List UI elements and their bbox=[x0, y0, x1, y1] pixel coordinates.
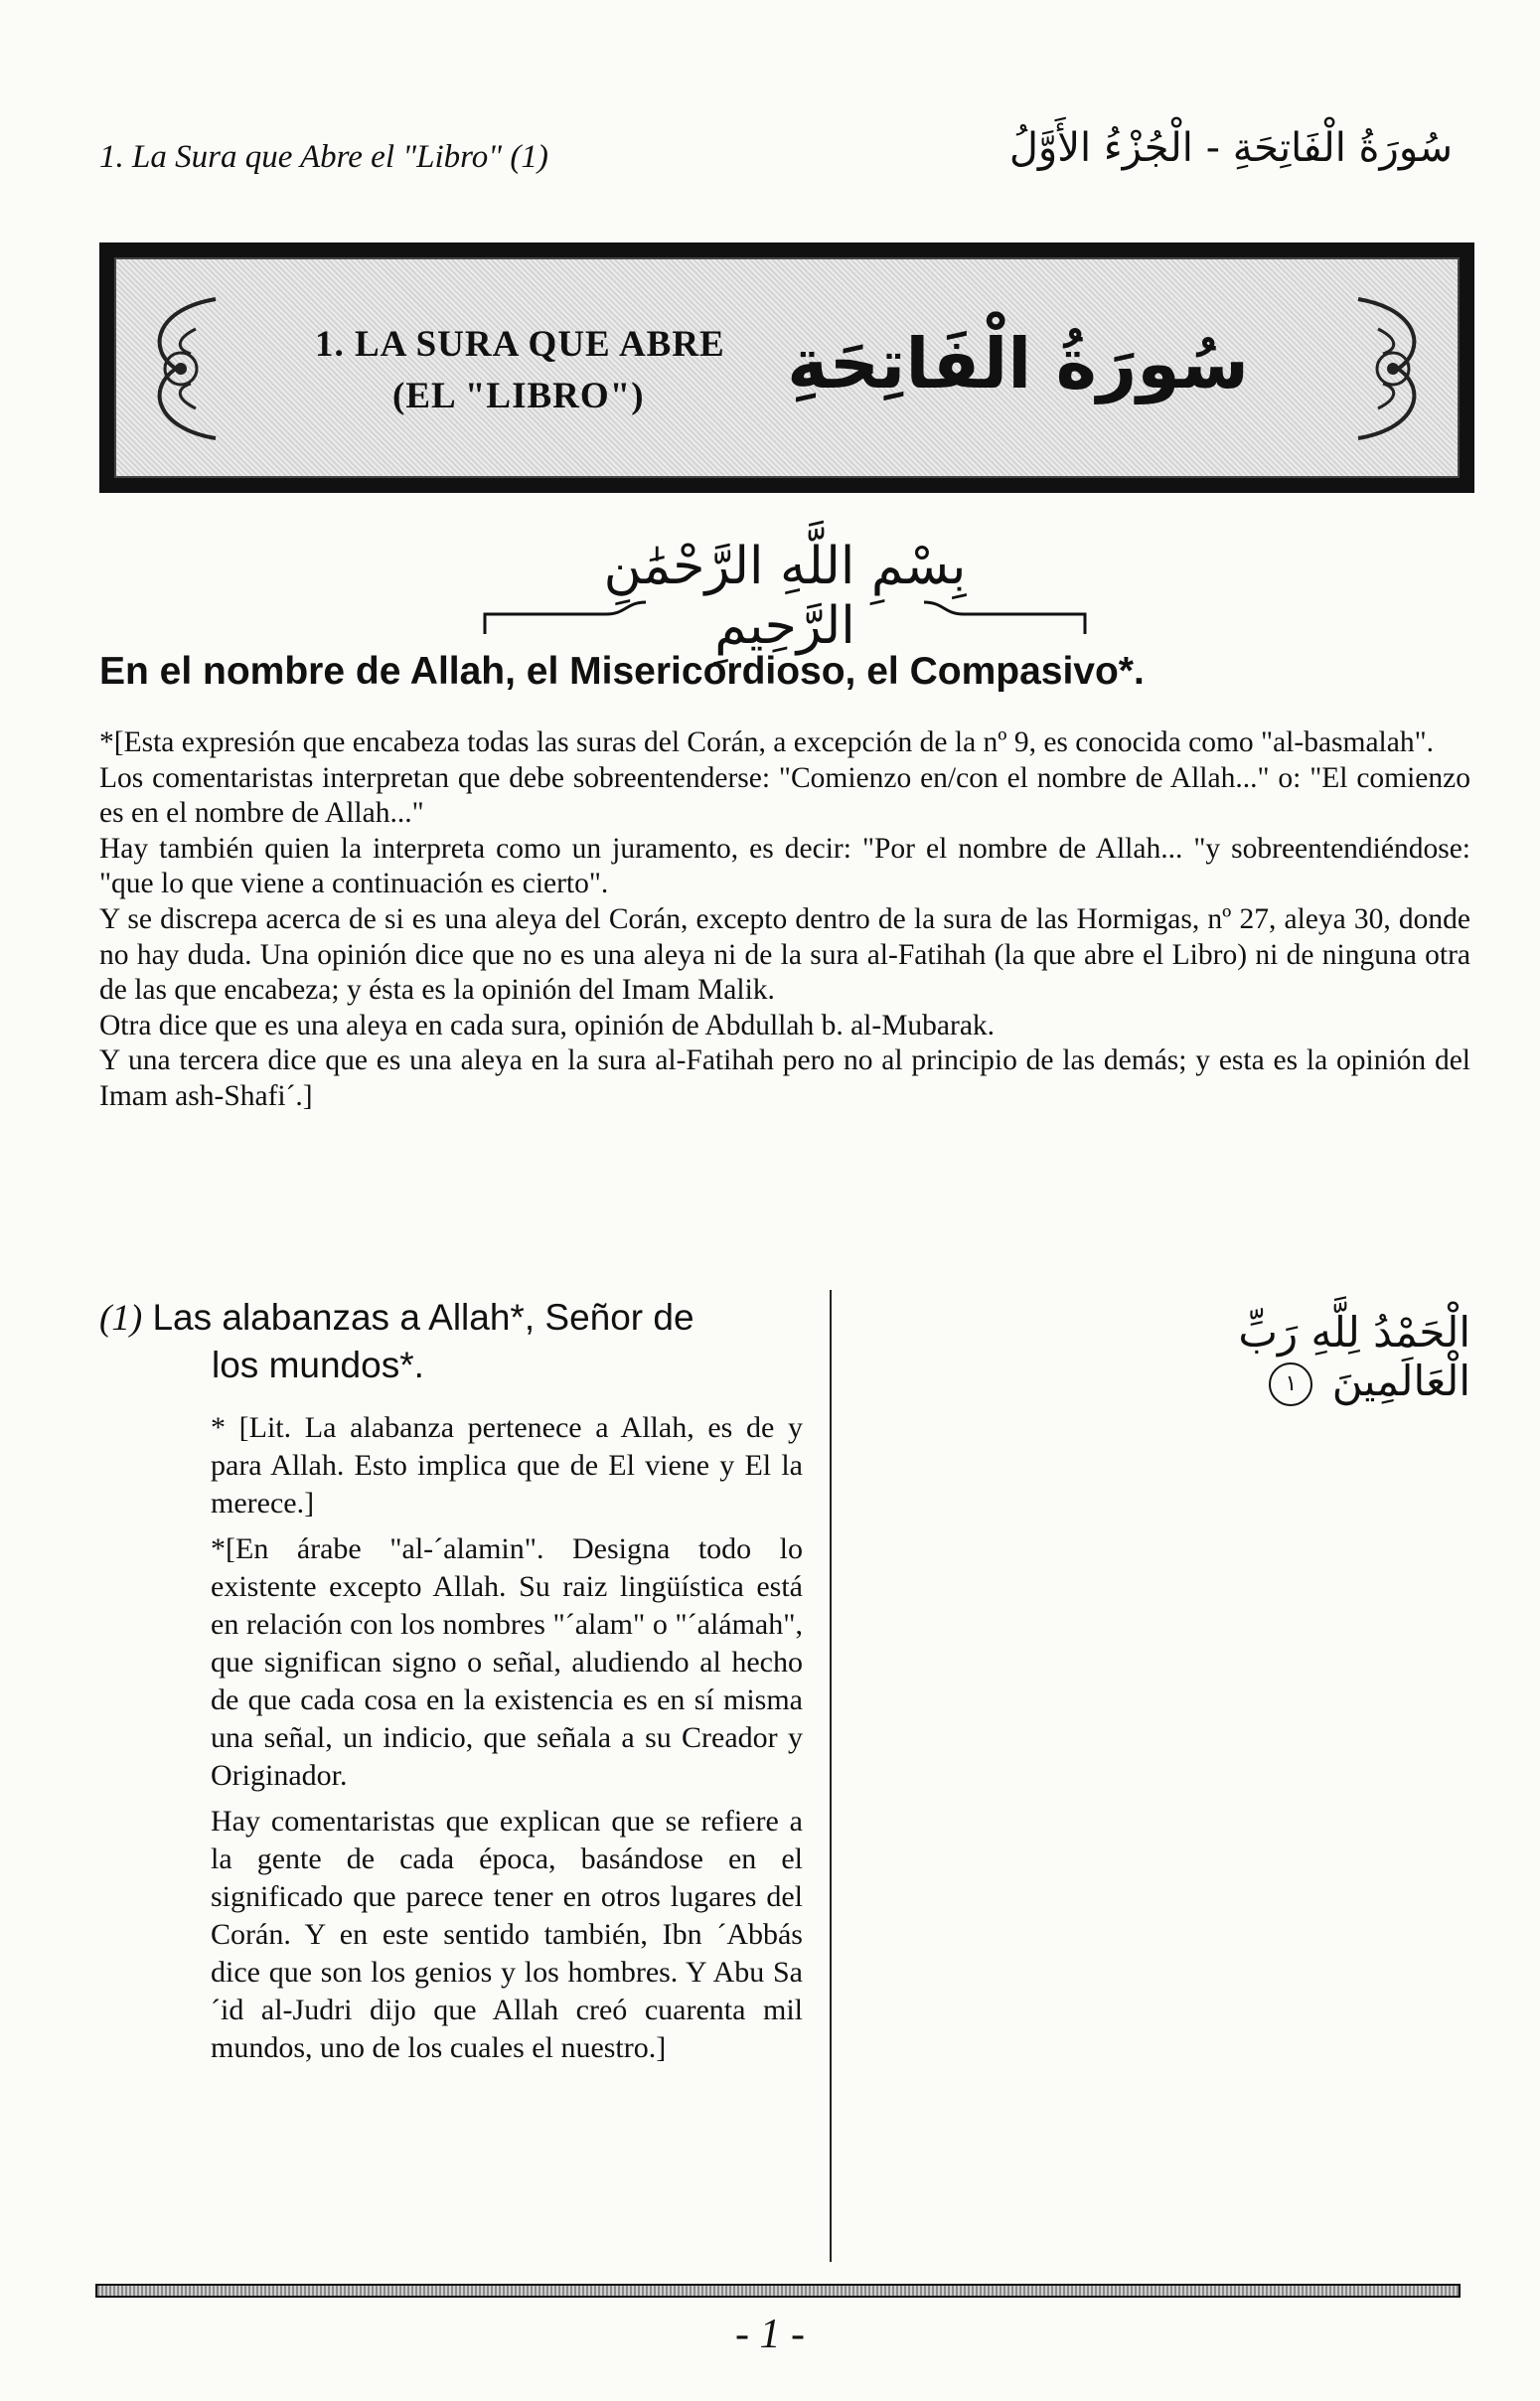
ornament-right-icon bbox=[1348, 289, 1438, 448]
basmala bbox=[477, 537, 1093, 656]
running-header-left: 1. La Sura que Abre el "Libro" (1) bbox=[99, 139, 548, 175]
ayah-marker-icon: ١ bbox=[1269, 1362, 1312, 1406]
verse-title bbox=[99, 1294, 815, 1388]
verse-arabic bbox=[1113, 1308, 1470, 1406]
running-header-right: سُورَةُ الْفَاتِحَةِ - الْجُزْءُ الأَوَّلُ bbox=[1008, 125, 1453, 171]
basmala-note bbox=[99, 725, 1470, 1115]
note-paragraph: Hay también quien la interpreta como un juramento, es decir: "Por el nombre de Allah... "y sobreentendiéndose: "que lo que viene a continuación es cierto". bbox=[99, 832, 1470, 900]
verse-number: (1) bbox=[99, 1298, 143, 1339]
note-paragraph: Y se discrepa acerca de si es una aleya del Corán, excepto dentro de la sura de las Hormigas, nº 27, aleya 30, donde no hay duda. Una opinión dice que no es una aleya ni de la sura al-Fatihah (la que abre el Libro) ni de ninguna otra de las que encabeza; y ésta es la opinión del Imam Malik. bbox=[99, 902, 1470, 1007]
basmala-arabic: بِسْمِ اللَّهِ الرَّحْمَٰنِ الرَّحِيمِ bbox=[603, 537, 967, 656]
basmala-calligraphy-stroke-icon bbox=[477, 594, 1093, 640]
title-line-2: (EL "LIBRO") bbox=[392, 376, 645, 416]
basmala-translation: En el nombre de Allah, el Misericordioso, el Compasivo*. bbox=[99, 650, 1145, 693]
verse-title-part-1: Las alabanzas a Allah*, Señor de bbox=[152, 1297, 694, 1338]
verse-notes bbox=[211, 1409, 803, 2075]
verse-note: * [Lit. La alabanza pertenece a Allah, es de y para Allah. Esto implica que de El viene y El la merece.] bbox=[211, 1411, 803, 1520]
note-paragraph: Otra dice que es una aleya en cada sura, opinión de Abdullah b. al-Mubarak. bbox=[99, 1009, 996, 1041]
note-paragraph: *[Esta expresión que encabeza todas las suras del Corán, a excepción de la nº 9, es conocida como "al-basmalah". bbox=[99, 726, 1435, 758]
verse-title-part-2: los mundos*. bbox=[212, 1345, 424, 1385]
bottom-rule bbox=[95, 2284, 1461, 2298]
title-banner bbox=[99, 242, 1474, 493]
verse-arabic-text: الْحَمْدُ لِلَّهِ رَبِّ الْعَالَمِينَ bbox=[1238, 1308, 1470, 1405]
title-banner-panel bbox=[114, 257, 1460, 478]
page-number: - 1 - bbox=[735, 2312, 805, 2357]
ornament-left-icon bbox=[136, 289, 226, 448]
title-arabic: سُورَةُ الْفَاتِحَةِ bbox=[787, 323, 1249, 404]
note-paragraph: Y una tercera dice que es una aleya en la sura al-Fatihah pero no al principio de las demás; y esta es la opinión del Imam ash-Shafi´.] bbox=[99, 1044, 1470, 1112]
column-divider bbox=[830, 1290, 832, 2262]
title-line-1: 1. LA SURA QUE ABRE bbox=[315, 324, 725, 365]
title-text bbox=[315, 319, 832, 422]
verse-note: Hay comentaristas que explican que se refiere a la gente de cada época, basándose en el significado que parece tener en otros lugares del Corán. Y en este sentido también, Ibn ´Abbás dice que son los genios y los hombres. Y Abu Sa´id al-Judri dijo que Allah creó cuarenta mil mundos, uno de los cuales el nuestro.] bbox=[211, 1805, 803, 2064]
verse-note: *[En árabe "al-´alamin". Designa todo lo existente excepto Allah. Su raiz lingüística está en relación con los nombres "´alam" o "´alámah", que significan signo o señal, aludiendo al hecho de que cada cosa en la existencia es en sí misma una señal, un indicio, que señala a su Creador y Originador. bbox=[211, 1532, 803, 1792]
note-paragraph: Los comentaristas interpretan que debe sobreentenderse: "Comienzo en/con el nombre de Allah..." o: "El comienzo es en el nombre de Allah..." bbox=[99, 761, 1470, 830]
